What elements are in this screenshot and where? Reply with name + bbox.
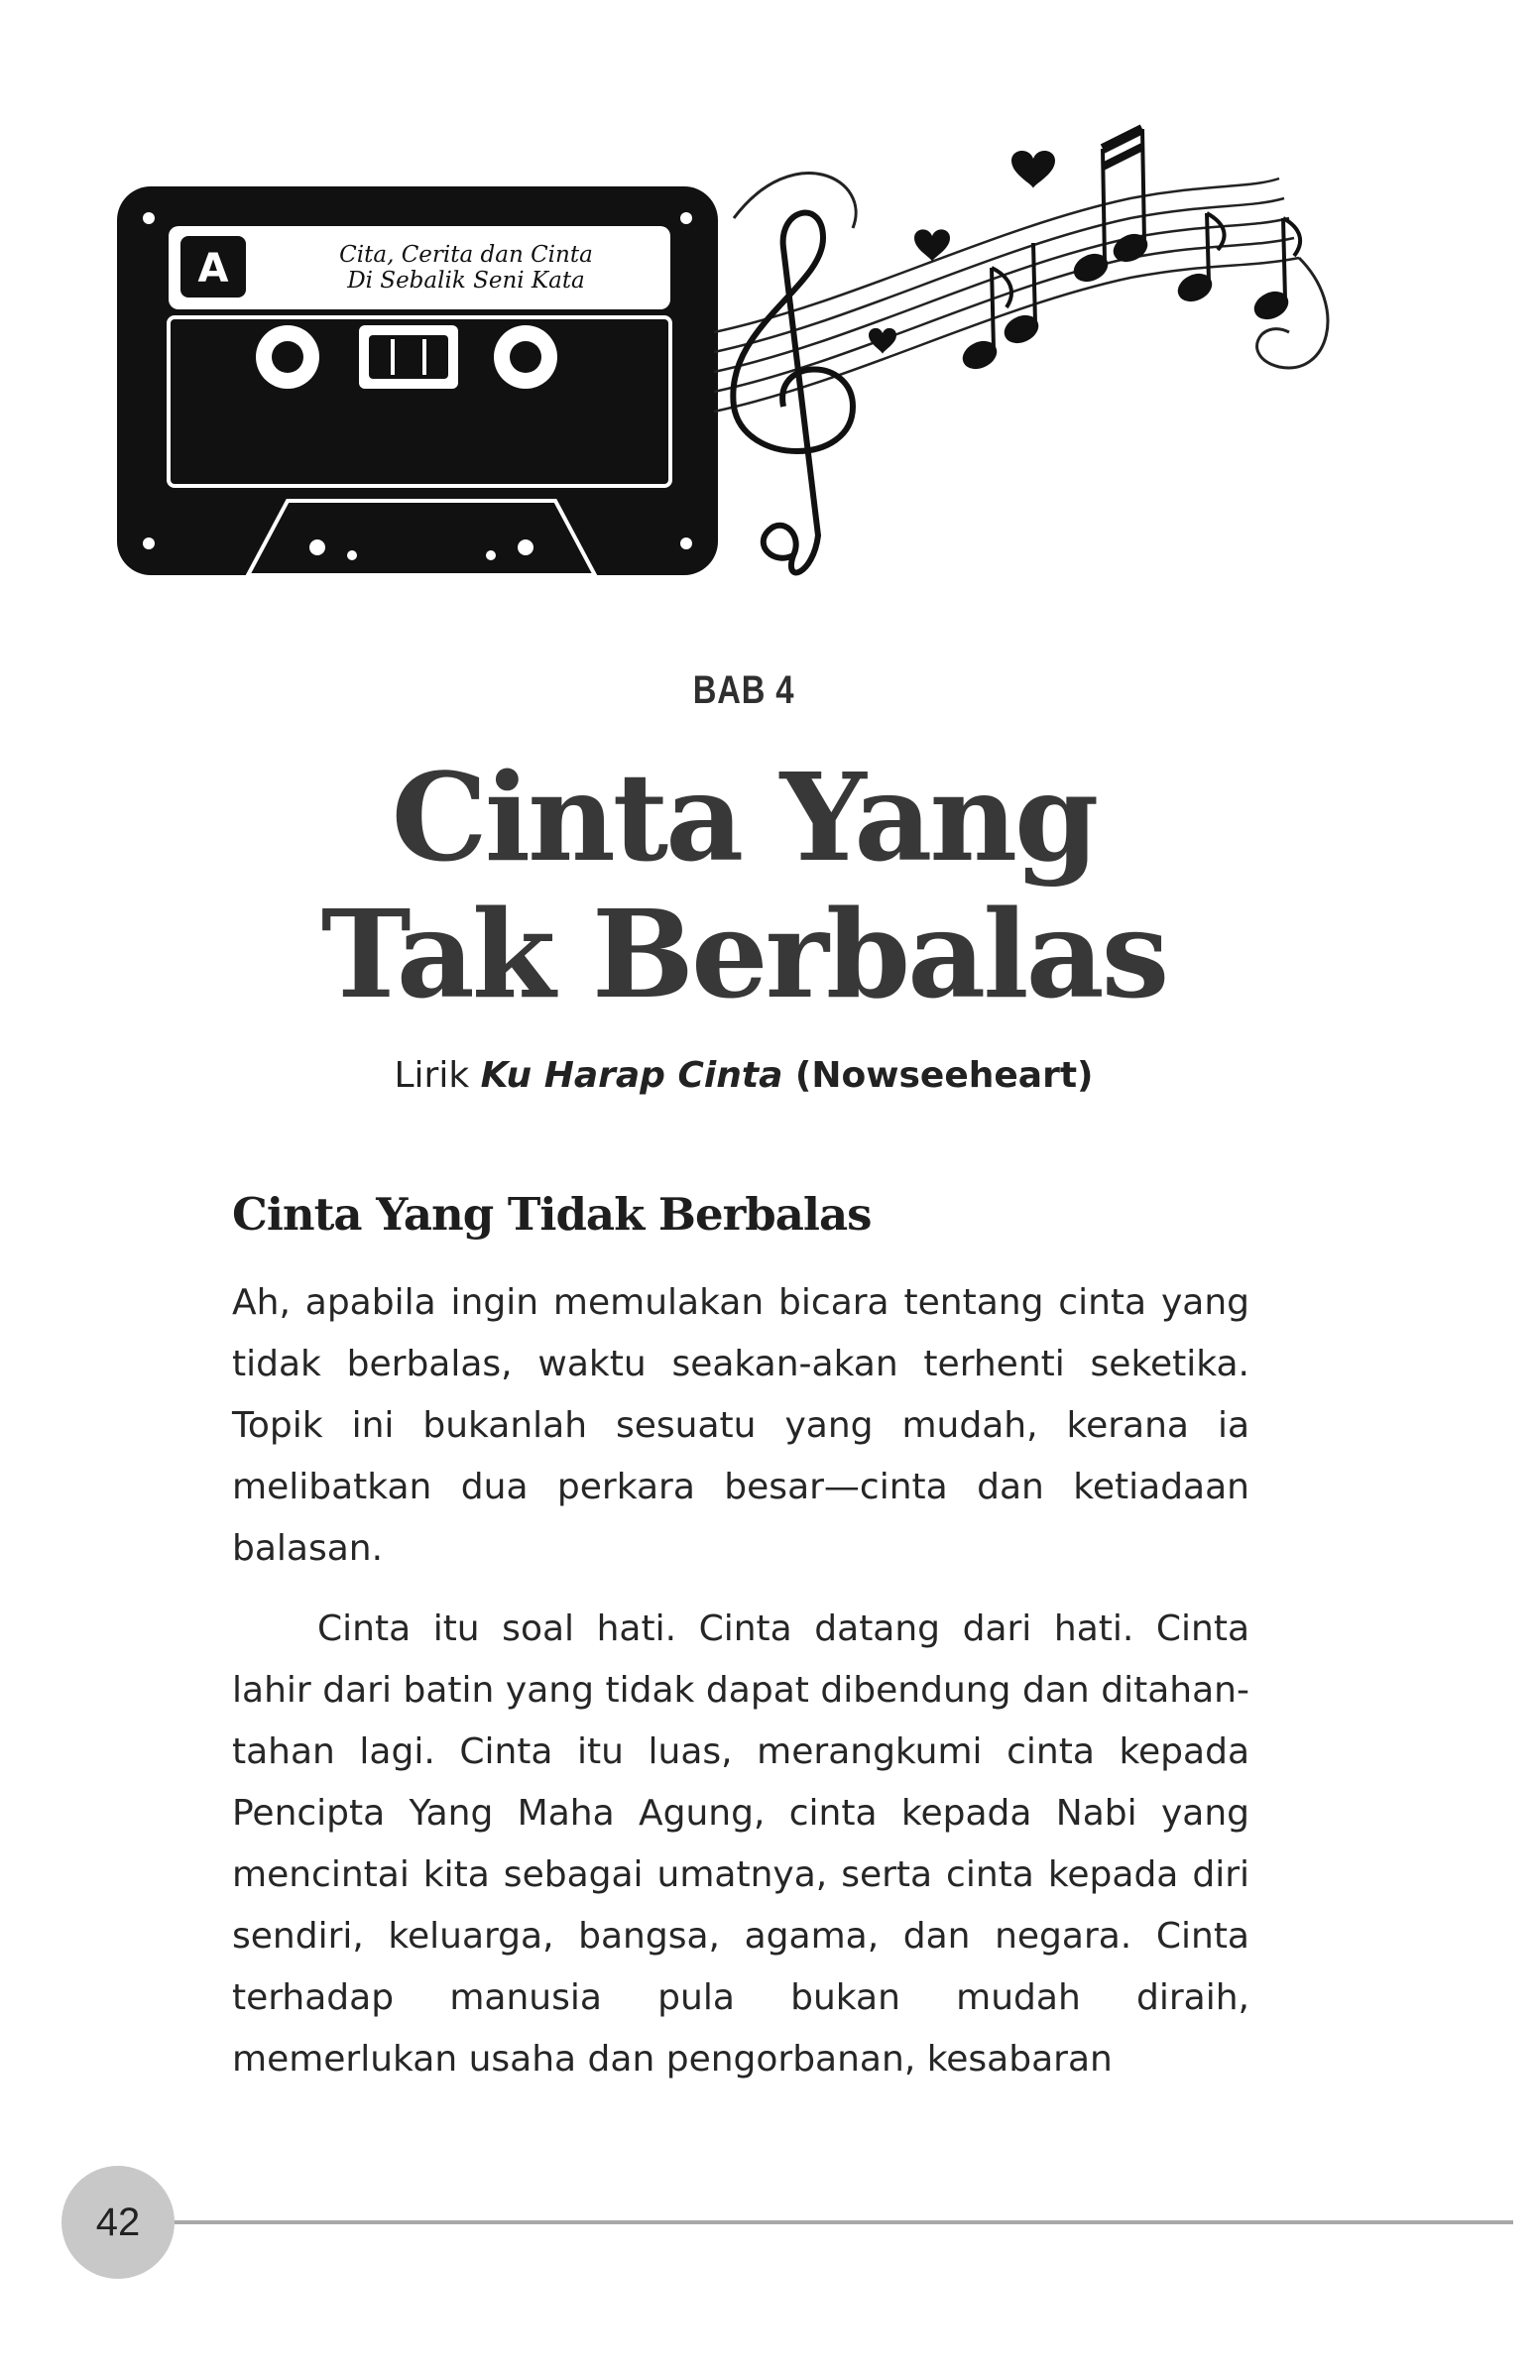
cassette-side-label: A <box>197 246 229 292</box>
body-paragraph: Cinta itu soal hati. Cinta datang dari hati. Cinta lahir dari batin yang tidak dapat dibendung dan ditahan-tahan lagi. Cinta itu luas, merangkumi cinta kepada Pencipta Yang Maha Agung, cinta kepada Nabi yang mencintai kita sebagai umatnya, serta cinta kepada diri sendiri, keluarga, bangsa, agama, dan negara. Cinta terhadap manusia pula bukan mudah diraih, memerlukan usaha dan pengorbanan, kesabaran <box>232 1608 1249 2080</box>
chapter-title <box>0 746 1487 1025</box>
treble-clef-icon <box>733 213 853 573</box>
subtitle-artist: (Nowseeheart) <box>782 1055 1094 1096</box>
heart-icon <box>869 328 896 354</box>
cassette-label-line1: Cita, Cerita dan Cinta <box>339 242 593 268</box>
subtitle-song: Ku Harap Cinta <box>480 1055 783 1096</box>
chapter-title-line1: Cinta Yang <box>391 746 1097 889</box>
footer-divider <box>169 2220 1513 2224</box>
cassette-label-line2: Di Sebalik Seni Kata <box>347 268 585 294</box>
cassette-icon <box>117 186 718 575</box>
section-heading: Cinta Yang Tidak Berbalas <box>232 1188 872 1241</box>
page-number-badge <box>61 2166 175 2279</box>
chapter-title-line2: Tak Berbalas <box>320 883 1167 1025</box>
subtitle-prefix: Lirik <box>394 1055 481 1096</box>
chapter-subtitle <box>0 1055 1487 1096</box>
body-paragraph: Ah, apabila ingin memulakan bicara tentang cinta yang tidak berbalas, waktu seakan-akan terhenti seketika. Topik ini bukanlah sesuatu yang mudah, kerana ia melibatkan dua perkara besar—cinta dan ketiadaan balasan. <box>232 1282 1249 1569</box>
music-staff-icon <box>714 174 1328 412</box>
chapter-number: BAB 4 <box>692 668 795 712</box>
cassette-music-illustration <box>99 119 1388 595</box>
heart-icon <box>1011 151 1055 188</box>
music-notes-icon <box>961 129 1300 372</box>
page-number: 42 <box>95 2200 141 2244</box>
